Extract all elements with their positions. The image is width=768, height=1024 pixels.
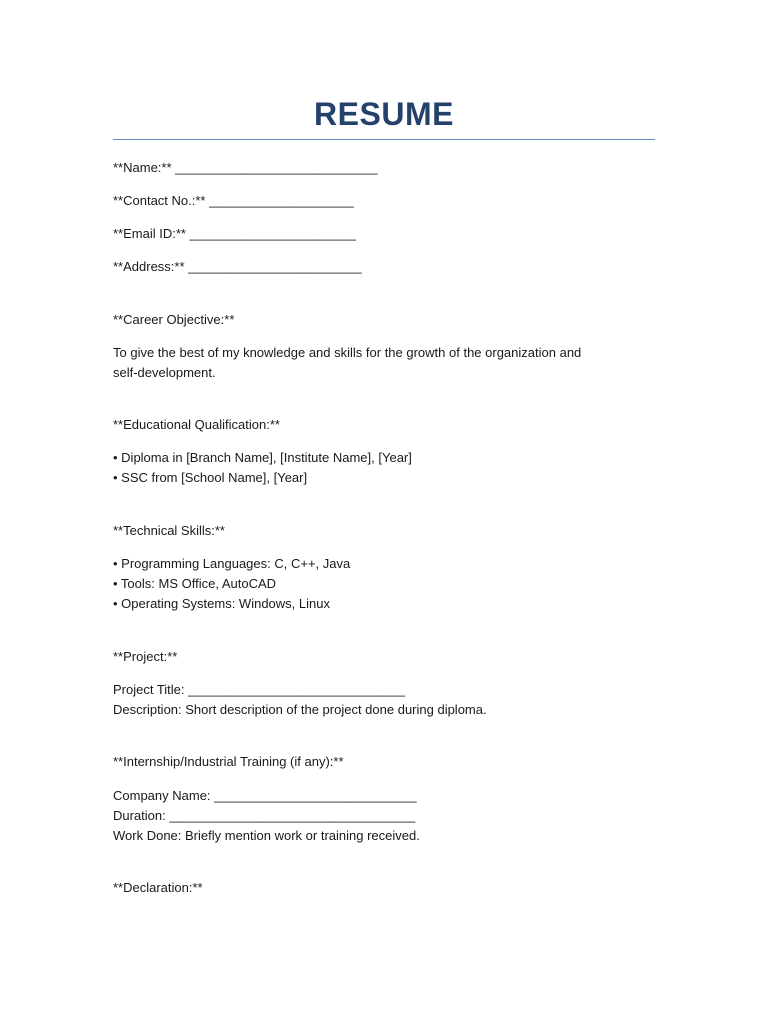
company-name-line: Company Name: ____________________________ [113,788,417,803]
name-field-line: **Name:** ____________________________ [113,160,378,175]
technical-skills-heading: **Technical Skills:** [113,523,225,538]
declaration-heading: **Declaration:** [113,880,203,895]
project-heading: **Project:** [113,649,178,664]
career-objective-text: To give the best of my knowledge and skills for the growth of the organization and self-development. [113,345,582,380]
education-item: • SSC from [School Name], [Year] [113,470,308,485]
education-heading: **Educational Qualification:** [113,417,280,432]
project-description-line: Description: Short description of the project done during diploma. [113,702,487,717]
title-divider [113,139,655,140]
education-item: • Diploma in [Branch Name], [Institute Name], [Year] [113,450,412,465]
skill-item: • Operating Systems: Windows, Linux [113,596,330,611]
document-title: RESUME [314,96,454,132]
skill-item: • Tools: MS Office, AutoCAD [113,576,277,591]
skill-item: • Programming Languages: C, C++, Java [113,556,351,571]
email-field-line: **Email ID:** _______________________ [113,226,356,241]
contact-field-line: **Contact No.:** ____________________ [113,193,354,208]
career-objective-heading: **Career Objective:** [113,312,235,327]
internship-heading: **Internship/Industrial Training (if any):** [113,754,344,769]
address-field-line: **Address:** ________________________ [113,259,362,274]
work-done-line: Work Done: Briefly mention work or training received. [113,828,420,843]
duration-line: Duration: __________________________________ [113,808,416,823]
project-title-line: Project Title: ______________________________ [113,682,406,697]
